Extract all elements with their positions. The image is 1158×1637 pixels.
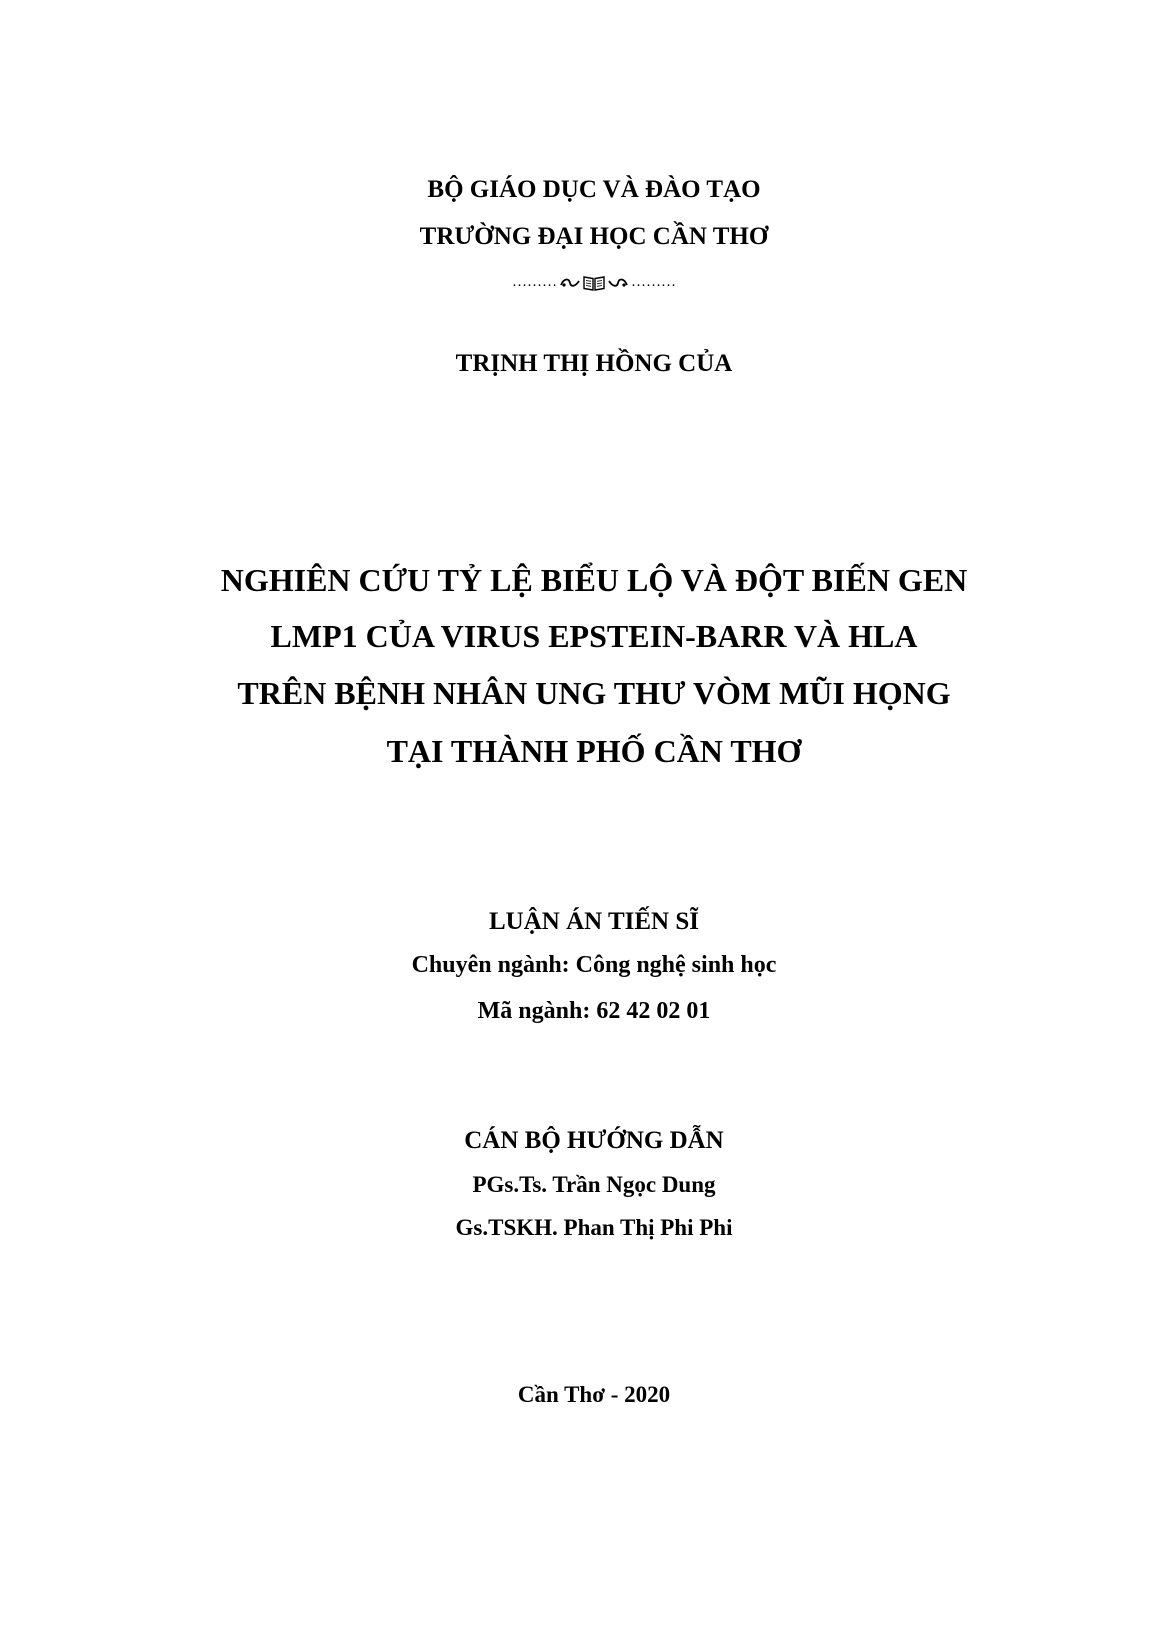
place-year: Cần Thơ - 2020 xyxy=(517,1382,671,1407)
university-name: TRƯỜNG ĐẠI HỌC CẦN THƠ xyxy=(419,223,769,250)
open-book-icon xyxy=(583,275,605,291)
ornament-dots-right: ……… xyxy=(631,274,676,290)
supervisors-heading: CÁN BỘ HƯỚNG DẪN xyxy=(464,1127,724,1154)
degree-code: Mã ngành: 62 42 02 01 xyxy=(477,998,711,1024)
author-name: TRỊNH THỊ HỒNG CỦA xyxy=(455,350,733,377)
ornament-dots-left: ……… xyxy=(512,274,557,290)
thesis-title-line-1: NGHIÊN CỨU TỶ LỆ BIỂU LỘ VÀ ĐỘT BIẾN GEN xyxy=(220,562,968,598)
supervisor-2: Gs.TSKH. Phan Thị Phi Phi xyxy=(455,1215,733,1240)
thesis-title-line-3: TRÊN BỆNH NHÂN UNG THƯ VÒM MŨI HỌNG xyxy=(237,675,951,711)
thesis-title-line-4: TẠI THÀNH PHỐ CẦN THƠ xyxy=(386,733,802,769)
flourish-right-icon xyxy=(608,277,628,289)
ministry-name: BỘ GIÁO DỤC VÀ ĐÀO TẠO xyxy=(427,176,761,203)
degree-major: Chuyên ngành: Công nghệ sinh học xyxy=(411,952,777,978)
thesis-title-line-2: LMP1 CỦA VIRUS EPSTEIN-BARR VÀ HLA xyxy=(270,618,918,654)
ornament-divider xyxy=(0,274,1158,291)
supervisor-1: PGs.Ts. Trần Ngọc Dung xyxy=(472,1172,716,1197)
flourish-left-icon xyxy=(560,277,580,289)
degree-type: LUẬN ÁN TIẾN SĨ xyxy=(488,908,699,935)
